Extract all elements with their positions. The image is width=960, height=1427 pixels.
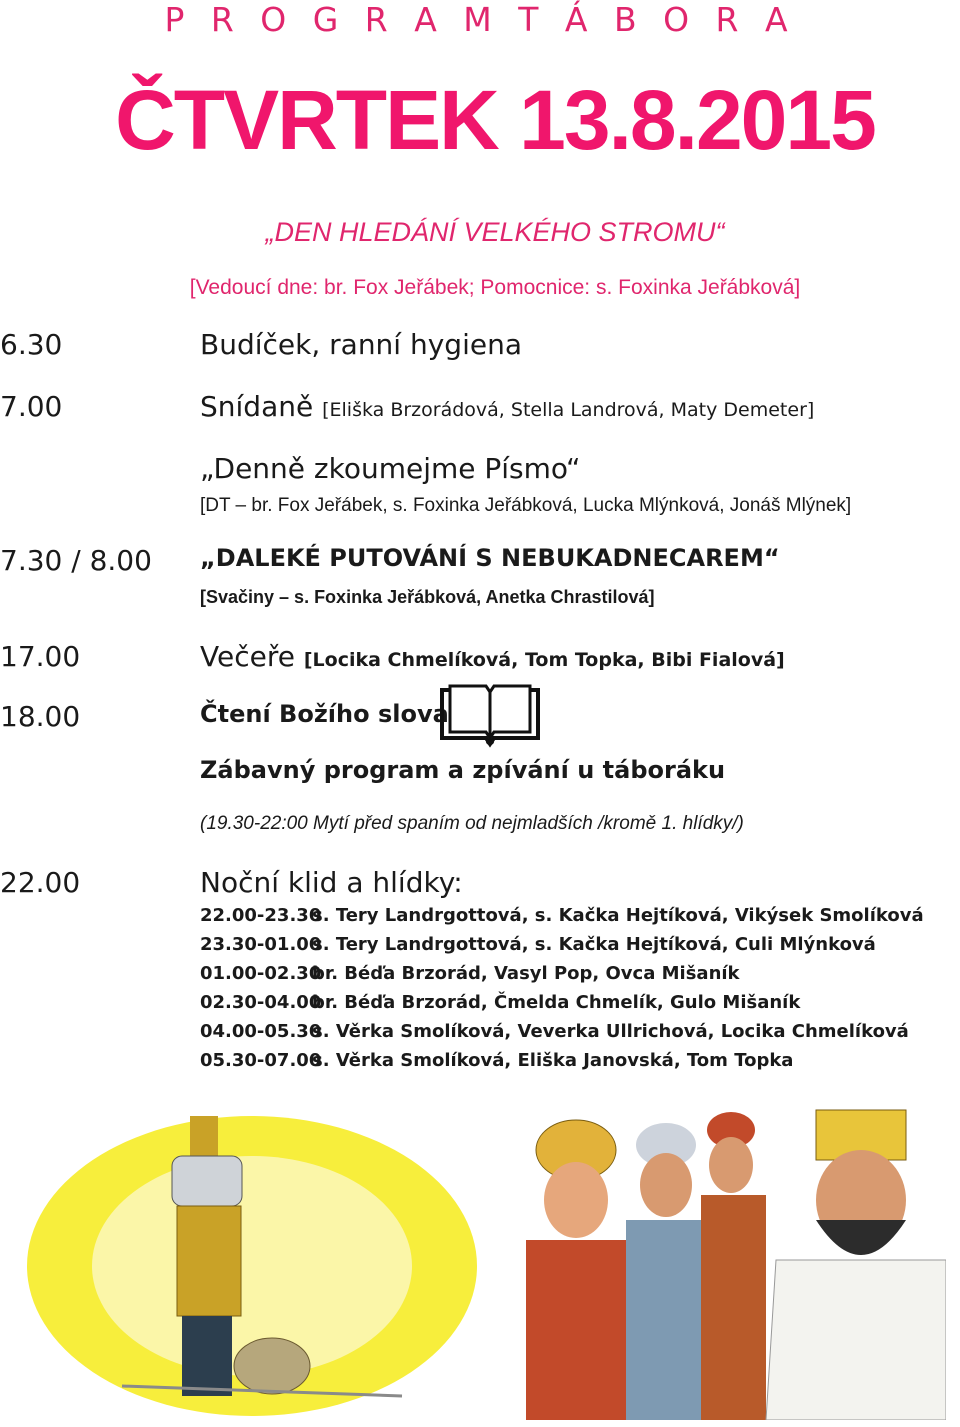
statue-illustration (22, 1096, 490, 1416)
activity-budicek: Budíček, ranní hygiena (200, 328, 522, 361)
activity-label: Večeře (200, 640, 295, 673)
watch-row: 05.30-07.00s. Věrka Smolíková, Eliška Janovská, Tom Topka (200, 1050, 794, 1071)
time-0730: 7.30 / 8.00 (0, 544, 152, 577)
watch-row: 01.00-02.30br. Béďa Brzorád, Vasyl Pop, Ovca Mišaník (200, 963, 740, 984)
watch-row: 22.00-23.30s. Tery Landrgottová, s. Kačka Hejtíková, Vikýsek Smolíková (200, 905, 924, 926)
activity-vecere (200, 640, 785, 673)
time-0630: 6.30 (0, 328, 63, 361)
activity-note: [Svačiny – s. Foxinka Jeřábková, Anetka Chrastilová] (200, 587, 655, 607)
activity-campfire: Zábavný program a zpívání u táboráku (200, 756, 726, 784)
activity-nocni-klid: Noční klid a hlídky: (200, 866, 463, 899)
time-0700: 7.00 (0, 390, 63, 423)
page-header: P R O G R A M T Á B O R A (164, 0, 796, 39)
activity-note: [Eliška Brzorádová, Stella Landrová, Maty Demeter] (322, 399, 815, 421)
open-book-icon (438, 682, 542, 748)
page-title-date: ČTVRTEK 13.8.2015 (115, 73, 875, 167)
activity-note: [DT – br. Fox Jeřábek, s. Foxinka Jeřábková, Lucka Mlýnková, Jonáš Mlýnek] (200, 495, 852, 516)
watch-row: 04.00-05.30s. Věrka Smolíková, Veverka Ullrichová, Locika Chmelíková (200, 1021, 909, 1042)
activity-note: [Locika Chmelíková, Tom Topka, Bibi Fialová] (303, 649, 785, 671)
watch-row: 02.30-04.00br. Béďa Brzorád, Čmelda Chmelík, Gulo Mišaník (200, 992, 801, 1013)
king-illustration (516, 1090, 946, 1420)
time-1700: 17.00 (0, 640, 81, 673)
activity-label: Snídaně (200, 390, 314, 423)
activity-note: (19.30-22:00 Mytí před spaním od nejmladších /kromě 1. hlídky/) (200, 813, 744, 834)
time-1800: 18.00 (0, 700, 81, 733)
activity-snidane (200, 390, 814, 423)
activity-cteni: Čtení Božího slova (200, 700, 449, 728)
day-leaders: [Vedoucí dne: br. Fox Jeřábek; Pomocnice: s. Foxinka Jeřábková] (189, 276, 801, 299)
activity-main-program: „DALEKÉ PUTOVÁNÍ S NEBUKADNECAREM“ (200, 544, 780, 572)
activity-daily-text: „Denně zkoumejme Písmo“ (200, 452, 581, 485)
time-2200: 22.00 (0, 866, 81, 899)
watch-row: 23.30-01.00s. Tery Landrgottová, s. Kačka Hejtíková, Culi Mlýnková (200, 934, 876, 955)
day-motto: „DEN HLEDÁNÍ VELKÉHO STROMU“ (265, 217, 725, 247)
